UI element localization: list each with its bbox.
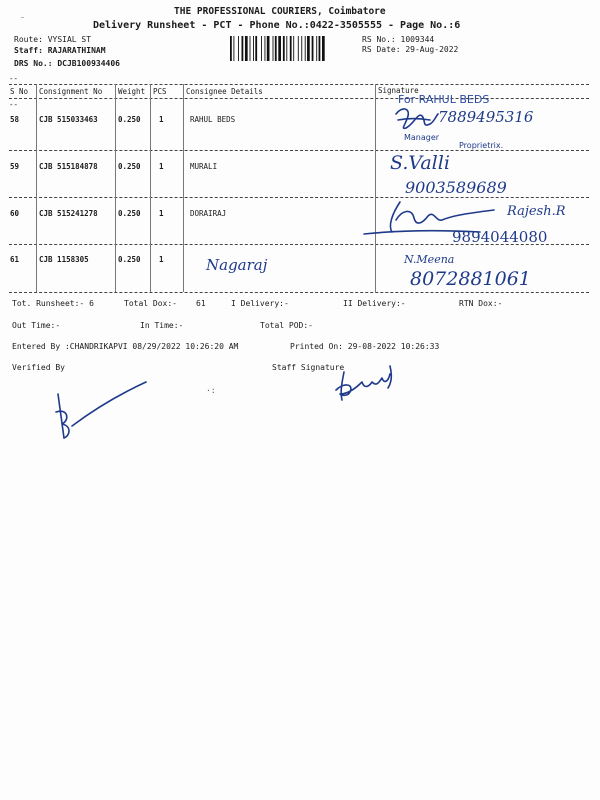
row-pcs: 1	[159, 162, 164, 171]
barcode-bar	[312, 36, 314, 61]
row58-phone: 7889495316	[438, 108, 534, 126]
row-consignment: CJB 515241278	[39, 209, 98, 218]
drs-number: DRS No.: DCJB100934406	[14, 59, 120, 68]
barcode-bar	[316, 36, 317, 61]
proprietrix-stamp: Proprietrix.	[459, 141, 504, 150]
barcode-bar	[233, 36, 234, 61]
barcode-bar	[322, 36, 325, 61]
row-weight: 0.250	[118, 209, 141, 218]
row60-receiver-name: Rajesh.R	[507, 204, 566, 219]
col-header-sno: S No	[10, 87, 29, 96]
i-delivery-label: I Delivery:-	[231, 299, 289, 308]
barcode-bar	[298, 36, 299, 61]
barcode-bar	[286, 36, 287, 61]
rs-date: RS Date: 29-Aug-2022	[362, 45, 459, 54]
total-runsheet: Tot. Runsheet:- 6	[12, 299, 94, 308]
barcode-bar	[245, 36, 248, 61]
total-pod-label: Total POD:-	[260, 321, 313, 330]
verified-by-signature	[50, 378, 150, 443]
col-header-pcs: PCS	[153, 87, 167, 96]
col-header-signature: Signature	[378, 86, 419, 95]
row61-receiver-name: N.Meena	[404, 253, 455, 266]
staff-signature	[332, 364, 402, 404]
rtn-dox-label: RTN Dox:-	[459, 299, 503, 308]
row60-phone: 9894044080	[452, 228, 548, 246]
col-header-consignee: Consignee Details	[186, 87, 263, 96]
table-top-rule	[9, 84, 589, 85]
barcode-bar	[267, 36, 270, 61]
company-title: THE PROFESSIONAL COURIERS, Coimbatore	[174, 6, 386, 17]
row-sno: 60	[10, 209, 20, 218]
column-divider	[183, 84, 184, 292]
ii-delivery-label: II Delivery:-	[343, 299, 406, 308]
table-header-rule	[9, 98, 589, 99]
row-pcs: 1	[159, 255, 164, 264]
column-divider	[375, 84, 376, 292]
col-header-consignment: Consignment No	[39, 87, 103, 96]
out-time-label: Out Time:-	[12, 321, 61, 330]
row-weight: 0.250	[118, 255, 141, 264]
row-dash-mark: --	[9, 100, 19, 109]
row61-consignee-handwritten: Nagaraj	[206, 256, 268, 274]
row59-receiver-name: S.Valli	[390, 152, 450, 174]
barcode-bar	[305, 36, 306, 61]
row58-signature	[392, 104, 442, 134]
row61-phone: 8072881061	[410, 268, 531, 290]
entered-by: Entered By :CHANDRIKAPVI 08/29/2022 10:26:20 AM	[12, 342, 239, 351]
row-consignee: DORAIRAJ	[190, 209, 227, 218]
row59-phone: 9003589689	[405, 178, 507, 197]
header-dash-mark: --	[9, 74, 19, 83]
column-divider	[115, 84, 116, 292]
row-pcs: 1	[159, 209, 164, 218]
row-divider	[9, 150, 589, 151]
row-pcs: 1	[159, 115, 164, 124]
verified-by-label: Verified By	[12, 363, 65, 372]
column-divider	[150, 84, 151, 292]
table-bottom-rule	[9, 292, 589, 293]
barcode-bar	[242, 36, 244, 61]
barcode-bar	[230, 36, 232, 61]
column-divider	[36, 84, 37, 292]
rahul-beds-stamp: For RAHUL BEDS	[398, 93, 490, 106]
runsheet-title: Delivery Runsheet - PCT - Phone No.:0422-3505555 - Page No.:6	[93, 20, 461, 31]
row-sno: 58	[10, 115, 20, 124]
row-sno: 59	[10, 162, 20, 171]
barcode-bar	[265, 36, 266, 61]
barcode-bar	[319, 36, 321, 61]
staff-signature-label: Staff Signature	[272, 363, 345, 372]
print-speck: ·:	[206, 386, 216, 395]
row-consignment: CJB 515184878	[39, 162, 98, 171]
row-consignee: RAHUL BEDS	[190, 115, 236, 124]
route-label: Route: VYSIAL ST	[14, 35, 92, 44]
barcode-bar	[261, 36, 262, 61]
row-sno: 61	[10, 255, 20, 264]
corner-mark: ⁻	[20, 14, 25, 23]
barcode-bar	[278, 36, 281, 61]
barcode-bar	[253, 36, 254, 61]
barcode-bar	[238, 36, 239, 61]
manager-stamp: Manager	[404, 133, 440, 142]
row-consignment: CJB 1158305	[39, 255, 89, 264]
row-weight: 0.250	[118, 162, 141, 171]
barcode-bar	[307, 36, 310, 61]
barcode-bar	[250, 36, 251, 61]
staff-label: Staff: RAJARATHINAM	[14, 46, 106, 55]
col-header-weight: Weight	[118, 87, 146, 96]
barcode-bar	[283, 36, 285, 61]
barcode-bar	[255, 36, 257, 61]
barcode-bar	[293, 36, 294, 61]
barcode-bar	[275, 36, 277, 61]
barcode-bar	[301, 36, 302, 61]
total-dox-label: Total Dox:-	[124, 299, 177, 308]
barcode-bar	[290, 36, 292, 61]
row-weight: 0.250	[118, 115, 141, 124]
row-consignee: MURALI	[190, 162, 218, 171]
total-dox-value: 61	[196, 299, 206, 308]
barcode-bar	[273, 36, 274, 61]
printed-on: Printed On: 29-08-2022 10:26:33	[290, 342, 440, 351]
in-time-label: In Time:-	[140, 321, 184, 330]
rs-number: RS No.: 1009344	[362, 35, 435, 44]
barcode-icon	[230, 36, 355, 61]
row-consignment: CJB 515033463	[39, 115, 98, 124]
